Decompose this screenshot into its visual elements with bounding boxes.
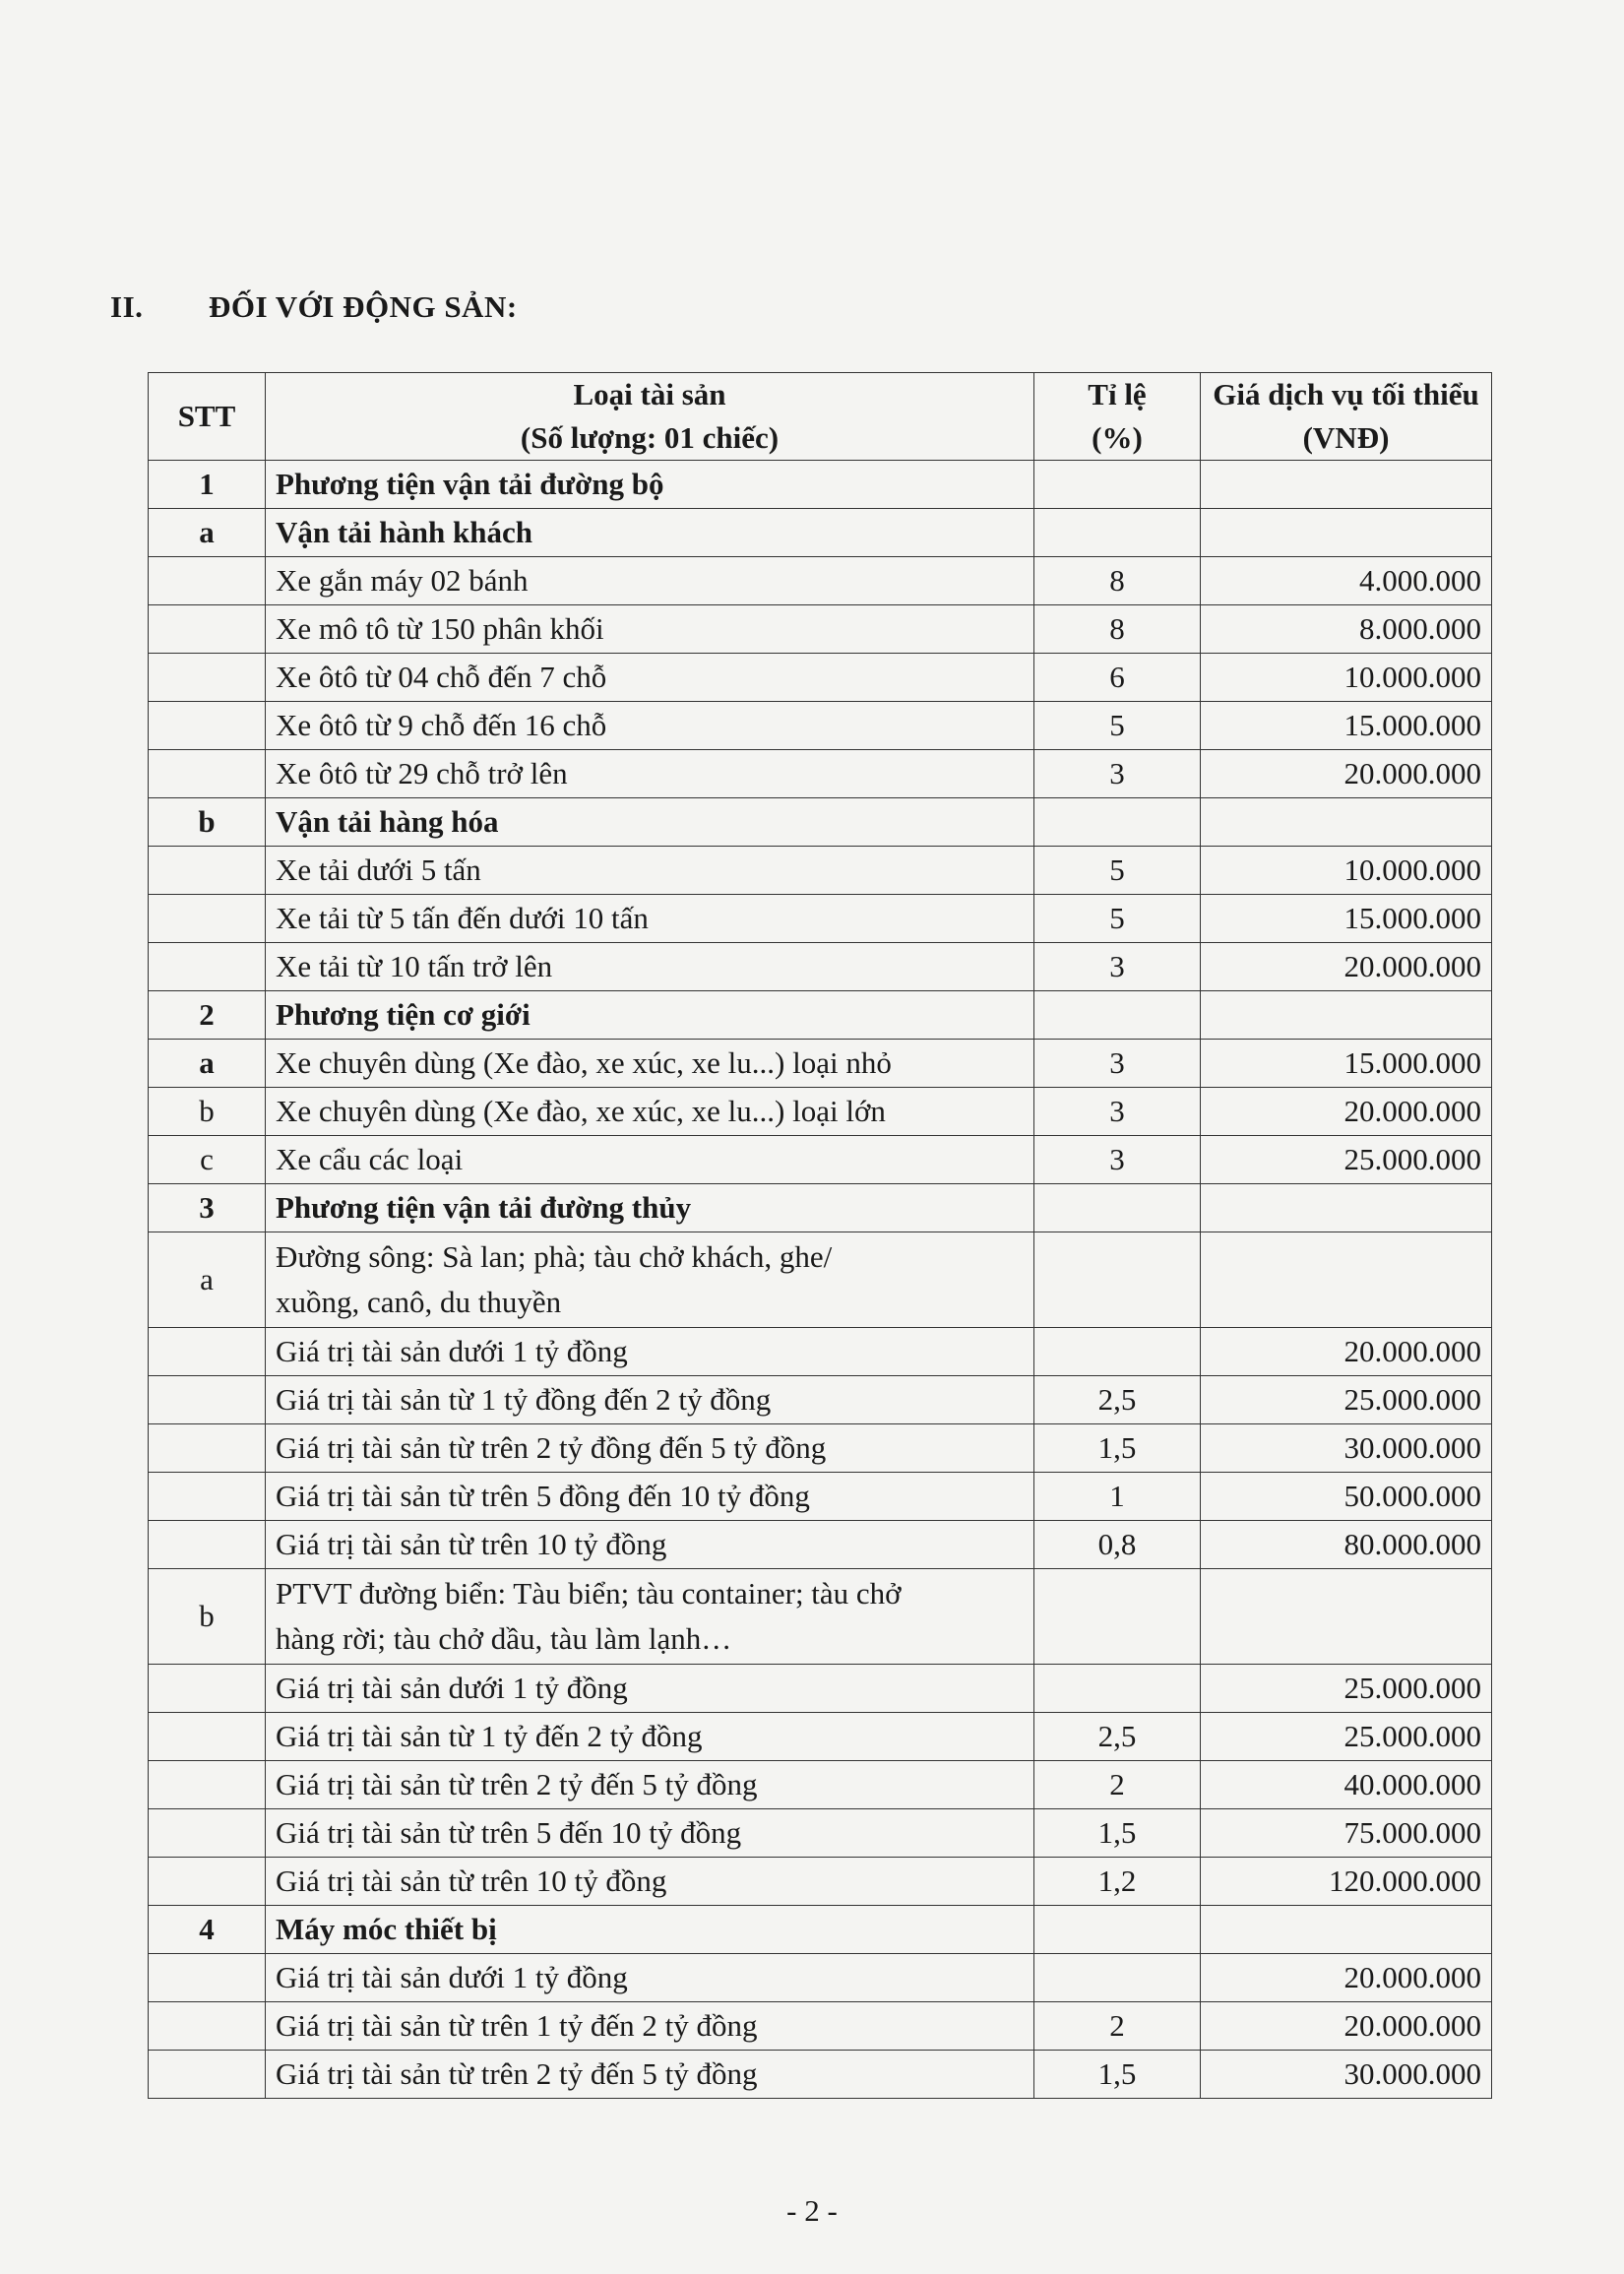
cell-rate: 1,5 bbox=[1034, 1424, 1201, 1473]
cell-stt bbox=[149, 2051, 266, 2099]
cell-min-price: 30.000.000 bbox=[1201, 2051, 1492, 2099]
cell-min-price bbox=[1201, 1184, 1492, 1232]
cell-asset-type: Phương tiện vận tải đường thủy bbox=[266, 1184, 1034, 1232]
cell-rate bbox=[1034, 1665, 1201, 1713]
asset-price-table bbox=[148, 372, 1492, 2099]
header-rate bbox=[1034, 373, 1201, 461]
cell-rate: 5 bbox=[1034, 847, 1201, 895]
table-row bbox=[149, 991, 1492, 1040]
table-row bbox=[149, 605, 1492, 654]
cell-asset-type-line1: PTVT đường biển: Tàu biển; tàu container; tàu chở bbox=[276, 1576, 902, 1611]
cell-asset-type: Xe ôtô từ 9 chỗ đến 16 chỗ bbox=[266, 702, 1034, 750]
cell-asset-type: Giá trị tài sản từ trên 2 tỷ đến 5 tỷ đồng bbox=[266, 1761, 1034, 1809]
table-row bbox=[149, 1232, 1492, 1328]
cell-min-price: 25.000.000 bbox=[1201, 1136, 1492, 1184]
cell-min-price: 15.000.000 bbox=[1201, 702, 1492, 750]
table-row bbox=[149, 1136, 1492, 1184]
table-row bbox=[149, 2051, 1492, 2099]
cell-min-price: 4.000.000 bbox=[1201, 557, 1492, 605]
cell-asset-type bbox=[266, 1232, 1034, 1328]
cell-stt: b bbox=[149, 1088, 266, 1136]
cell-asset-type-line1: Đường sông: Sà lan; phà; tàu chở khách, ghe/ bbox=[276, 1239, 833, 1274]
cell-min-price: 75.000.000 bbox=[1201, 1809, 1492, 1858]
cell-stt: b bbox=[149, 798, 266, 847]
cell-asset-type: Giá trị tài sản từ trên 5 đồng đến 10 tỷ đồng bbox=[266, 1473, 1034, 1521]
cell-stt bbox=[149, 847, 266, 895]
cell-rate: 2 bbox=[1034, 1761, 1201, 1809]
cell-rate bbox=[1034, 1184, 1201, 1232]
cell-asset-type: Giá trị tài sản từ trên 10 tỷ đồng bbox=[266, 1858, 1034, 1906]
cell-stt bbox=[149, 1809, 266, 1858]
cell-asset-type: Phương tiện cơ giới bbox=[266, 991, 1034, 1040]
page-number: - 2 - bbox=[786, 2193, 838, 2228]
cell-stt bbox=[149, 1761, 266, 1809]
header-min-price bbox=[1201, 373, 1492, 461]
cell-stt bbox=[149, 1713, 266, 1761]
cell-asset-type: Xe tải từ 5 tấn đến dưới 10 tấn bbox=[266, 895, 1034, 943]
cell-rate: 1,5 bbox=[1034, 2051, 1201, 2099]
table-row bbox=[149, 1328, 1492, 1376]
cell-asset-type: Xe mô tô từ 150 phân khối bbox=[266, 605, 1034, 654]
table-row bbox=[149, 509, 1492, 557]
cell-min-price: 8.000.000 bbox=[1201, 605, 1492, 654]
cell-min-price: 30.000.000 bbox=[1201, 1424, 1492, 1473]
cell-rate: 2,5 bbox=[1034, 1376, 1201, 1424]
cell-asset-type: Phương tiện vận tải đường bộ bbox=[266, 461, 1034, 509]
header-min-price-line1: Giá dịch vụ tối thiểu bbox=[1213, 377, 1479, 411]
cell-stt bbox=[149, 1521, 266, 1569]
cell-stt bbox=[149, 1665, 266, 1713]
cell-asset-type: Xe chuyên dùng (Xe đào, xe xúc, xe lu...) loại lớn bbox=[266, 1088, 1034, 1136]
cell-min-price: 25.000.000 bbox=[1201, 1713, 1492, 1761]
cell-asset-type: Giá trị tài sản từ trên 5 đến 10 tỷ đồng bbox=[266, 1809, 1034, 1858]
cell-stt bbox=[149, 1376, 266, 1424]
cell-rate: 2 bbox=[1034, 2002, 1201, 2051]
table-row bbox=[149, 2002, 1492, 2051]
cell-min-price: 10.000.000 bbox=[1201, 847, 1492, 895]
cell-stt: c bbox=[149, 1136, 266, 1184]
cell-stt bbox=[149, 654, 266, 702]
cell-rate bbox=[1034, 509, 1201, 557]
cell-min-price bbox=[1201, 798, 1492, 847]
table-row bbox=[149, 943, 1492, 991]
table-row bbox=[149, 750, 1492, 798]
table-row bbox=[149, 557, 1492, 605]
section-number: II. bbox=[110, 289, 144, 324]
header-asset-type-line1: Loại tài sản bbox=[573, 377, 726, 411]
cell-stt bbox=[149, 750, 266, 798]
cell-rate: 3 bbox=[1034, 1088, 1201, 1136]
cell-stt: a bbox=[149, 1232, 266, 1328]
cell-asset-type: Giá trị tài sản từ trên 2 tỷ đồng đến 5 tỷ đồng bbox=[266, 1424, 1034, 1473]
cell-min-price: 120.000.000 bbox=[1201, 1858, 1492, 1906]
cell-min-price bbox=[1201, 509, 1492, 557]
cell-asset-type: Xe ôtô từ 04 chỗ đến 7 chỗ bbox=[266, 654, 1034, 702]
cell-stt bbox=[149, 702, 266, 750]
table-row bbox=[149, 1569, 1492, 1665]
cell-stt bbox=[149, 557, 266, 605]
table-row bbox=[149, 1088, 1492, 1136]
cell-asset-type: Xe cẩu các loại bbox=[266, 1136, 1034, 1184]
table-row bbox=[149, 1521, 1492, 1569]
cell-asset-type: Giá trị tài sản từ trên 10 tỷ đồng bbox=[266, 1521, 1034, 1569]
table-row bbox=[149, 1473, 1492, 1521]
cell-rate bbox=[1034, 1954, 1201, 2002]
cell-rate: 0,8 bbox=[1034, 1521, 1201, 1569]
cell-stt: b bbox=[149, 1569, 266, 1665]
cell-rate: 3 bbox=[1034, 943, 1201, 991]
cell-stt: 1 bbox=[149, 461, 266, 509]
cell-stt bbox=[149, 1328, 266, 1376]
cell-min-price: 80.000.000 bbox=[1201, 1521, 1492, 1569]
cell-rate bbox=[1034, 1569, 1201, 1665]
table-row bbox=[149, 1906, 1492, 1954]
cell-rate: 5 bbox=[1034, 702, 1201, 750]
cell-rate bbox=[1034, 1232, 1201, 1328]
cell-stt: 3 bbox=[149, 1184, 266, 1232]
cell-min-price bbox=[1201, 991, 1492, 1040]
cell-asset-type: Xe gắn máy 02 bánh bbox=[266, 557, 1034, 605]
cell-asset-type: Giá trị tài sản từ trên 2 tỷ đến 5 tỷ đồng bbox=[266, 2051, 1034, 2099]
cell-min-price: 40.000.000 bbox=[1201, 1761, 1492, 1809]
cell-rate: 1,2 bbox=[1034, 1858, 1201, 1906]
header-asset-type-line2: (Số lượng: 01 chiếc) bbox=[520, 420, 780, 455]
cell-stt bbox=[149, 943, 266, 991]
table-row bbox=[149, 1376, 1492, 1424]
header-stt: STT bbox=[149, 373, 266, 461]
cell-rate: 2,5 bbox=[1034, 1713, 1201, 1761]
table-row bbox=[149, 461, 1492, 509]
cell-asset-type: Vận tải hành khách bbox=[266, 509, 1034, 557]
table-row bbox=[149, 1761, 1492, 1809]
table-row bbox=[149, 1665, 1492, 1713]
header-rate-line1: Tỉ lệ bbox=[1088, 377, 1147, 411]
header-rate-line2: (%) bbox=[1092, 420, 1143, 455]
cell-stt bbox=[149, 1954, 266, 2002]
cell-asset-type bbox=[266, 1569, 1034, 1665]
cell-asset-type: Giá trị tài sản dưới 1 tỷ đồng bbox=[266, 1328, 1034, 1376]
cell-asset-type: Giá trị tài sản dưới 1 tỷ đồng bbox=[266, 1665, 1034, 1713]
cell-stt bbox=[149, 895, 266, 943]
cell-rate: 8 bbox=[1034, 605, 1201, 654]
cell-rate bbox=[1034, 461, 1201, 509]
cell-min-price: 25.000.000 bbox=[1201, 1376, 1492, 1424]
cell-min-price: 50.000.000 bbox=[1201, 1473, 1492, 1521]
table-row bbox=[149, 654, 1492, 702]
cell-stt bbox=[149, 1858, 266, 1906]
table-row bbox=[149, 1858, 1492, 1906]
table-row bbox=[149, 702, 1492, 750]
cell-asset-type: Xe tải từ 10 tấn trở lên bbox=[266, 943, 1034, 991]
cell-min-price: 15.000.000 bbox=[1201, 895, 1492, 943]
cell-asset-type-line2: xuồng, canô, du thuyền bbox=[276, 1285, 562, 1319]
section-heading bbox=[110, 289, 518, 325]
cell-rate bbox=[1034, 798, 1201, 847]
cell-stt bbox=[149, 605, 266, 654]
cell-min-price: 20.000.000 bbox=[1201, 2002, 1492, 2051]
cell-stt: a bbox=[149, 509, 266, 557]
table-header-row bbox=[149, 373, 1492, 461]
cell-asset-type: Xe tải dưới 5 tấn bbox=[266, 847, 1034, 895]
cell-rate: 3 bbox=[1034, 750, 1201, 798]
cell-min-price: 15.000.000 bbox=[1201, 1040, 1492, 1088]
cell-asset-type: Vận tải hàng hóa bbox=[266, 798, 1034, 847]
cell-rate: 3 bbox=[1034, 1040, 1201, 1088]
cell-stt: a bbox=[149, 1040, 266, 1088]
cell-asset-type: Giá trị tài sản từ 1 tỷ đồng đến 2 tỷ đồng bbox=[266, 1376, 1034, 1424]
cell-rate: 1,5 bbox=[1034, 1809, 1201, 1858]
table-body bbox=[149, 461, 1492, 2099]
cell-asset-type: Xe chuyên dùng (Xe đào, xe xúc, xe lu...) loại nhỏ bbox=[266, 1040, 1034, 1088]
cell-min-price: 20.000.000 bbox=[1201, 1954, 1492, 2002]
cell-asset-type: Giá trị tài sản từ 1 tỷ đến 2 tỷ đồng bbox=[266, 1713, 1034, 1761]
cell-min-price bbox=[1201, 1232, 1492, 1328]
cell-rate bbox=[1034, 991, 1201, 1040]
cell-stt: 2 bbox=[149, 991, 266, 1040]
table-row bbox=[149, 847, 1492, 895]
cell-rate bbox=[1034, 1328, 1201, 1376]
cell-asset-type: Giá trị tài sản từ trên 1 tỷ đến 2 tỷ đồng bbox=[266, 2002, 1034, 2051]
table-row bbox=[149, 1809, 1492, 1858]
cell-min-price bbox=[1201, 1569, 1492, 1665]
cell-asset-type: Giá trị tài sản dưới 1 tỷ đồng bbox=[266, 1954, 1034, 2002]
cell-min-price: 20.000.000 bbox=[1201, 750, 1492, 798]
cell-stt bbox=[149, 1473, 266, 1521]
cell-rate: 1 bbox=[1034, 1473, 1201, 1521]
cell-rate: 3 bbox=[1034, 1136, 1201, 1184]
cell-min-price: 25.000.000 bbox=[1201, 1665, 1492, 1713]
cell-min-price: 20.000.000 bbox=[1201, 943, 1492, 991]
table-row bbox=[149, 1424, 1492, 1473]
cell-stt bbox=[149, 2002, 266, 2051]
header-min-price-line2: (VNĐ) bbox=[1302, 420, 1390, 455]
cell-rate: 5 bbox=[1034, 895, 1201, 943]
cell-rate: 6 bbox=[1034, 654, 1201, 702]
cell-min-price: 20.000.000 bbox=[1201, 1088, 1492, 1136]
table-row bbox=[149, 1040, 1492, 1088]
cell-rate bbox=[1034, 1906, 1201, 1954]
cell-min-price bbox=[1201, 1906, 1492, 1954]
section-title: ĐỐI VỚI ĐỘNG SẢN: bbox=[209, 289, 518, 324]
cell-rate: 8 bbox=[1034, 557, 1201, 605]
table-row bbox=[149, 1184, 1492, 1232]
table-row bbox=[149, 895, 1492, 943]
cell-asset-type-line2: hàng rời; tàu chở dầu, tàu làm lạnh… bbox=[276, 1621, 732, 1656]
cell-min-price: 10.000.000 bbox=[1201, 654, 1492, 702]
cell-min-price: 20.000.000 bbox=[1201, 1328, 1492, 1376]
cell-asset-type: Máy móc thiết bị bbox=[266, 1906, 1034, 1954]
table-row bbox=[149, 1954, 1492, 2002]
cell-min-price bbox=[1201, 461, 1492, 509]
table-row bbox=[149, 798, 1492, 847]
table-row bbox=[149, 1713, 1492, 1761]
cell-stt bbox=[149, 1424, 266, 1473]
header-asset-type bbox=[266, 373, 1034, 461]
cell-asset-type: Xe ôtô từ 29 chỗ trở lên bbox=[266, 750, 1034, 798]
cell-stt: 4 bbox=[149, 1906, 266, 1954]
